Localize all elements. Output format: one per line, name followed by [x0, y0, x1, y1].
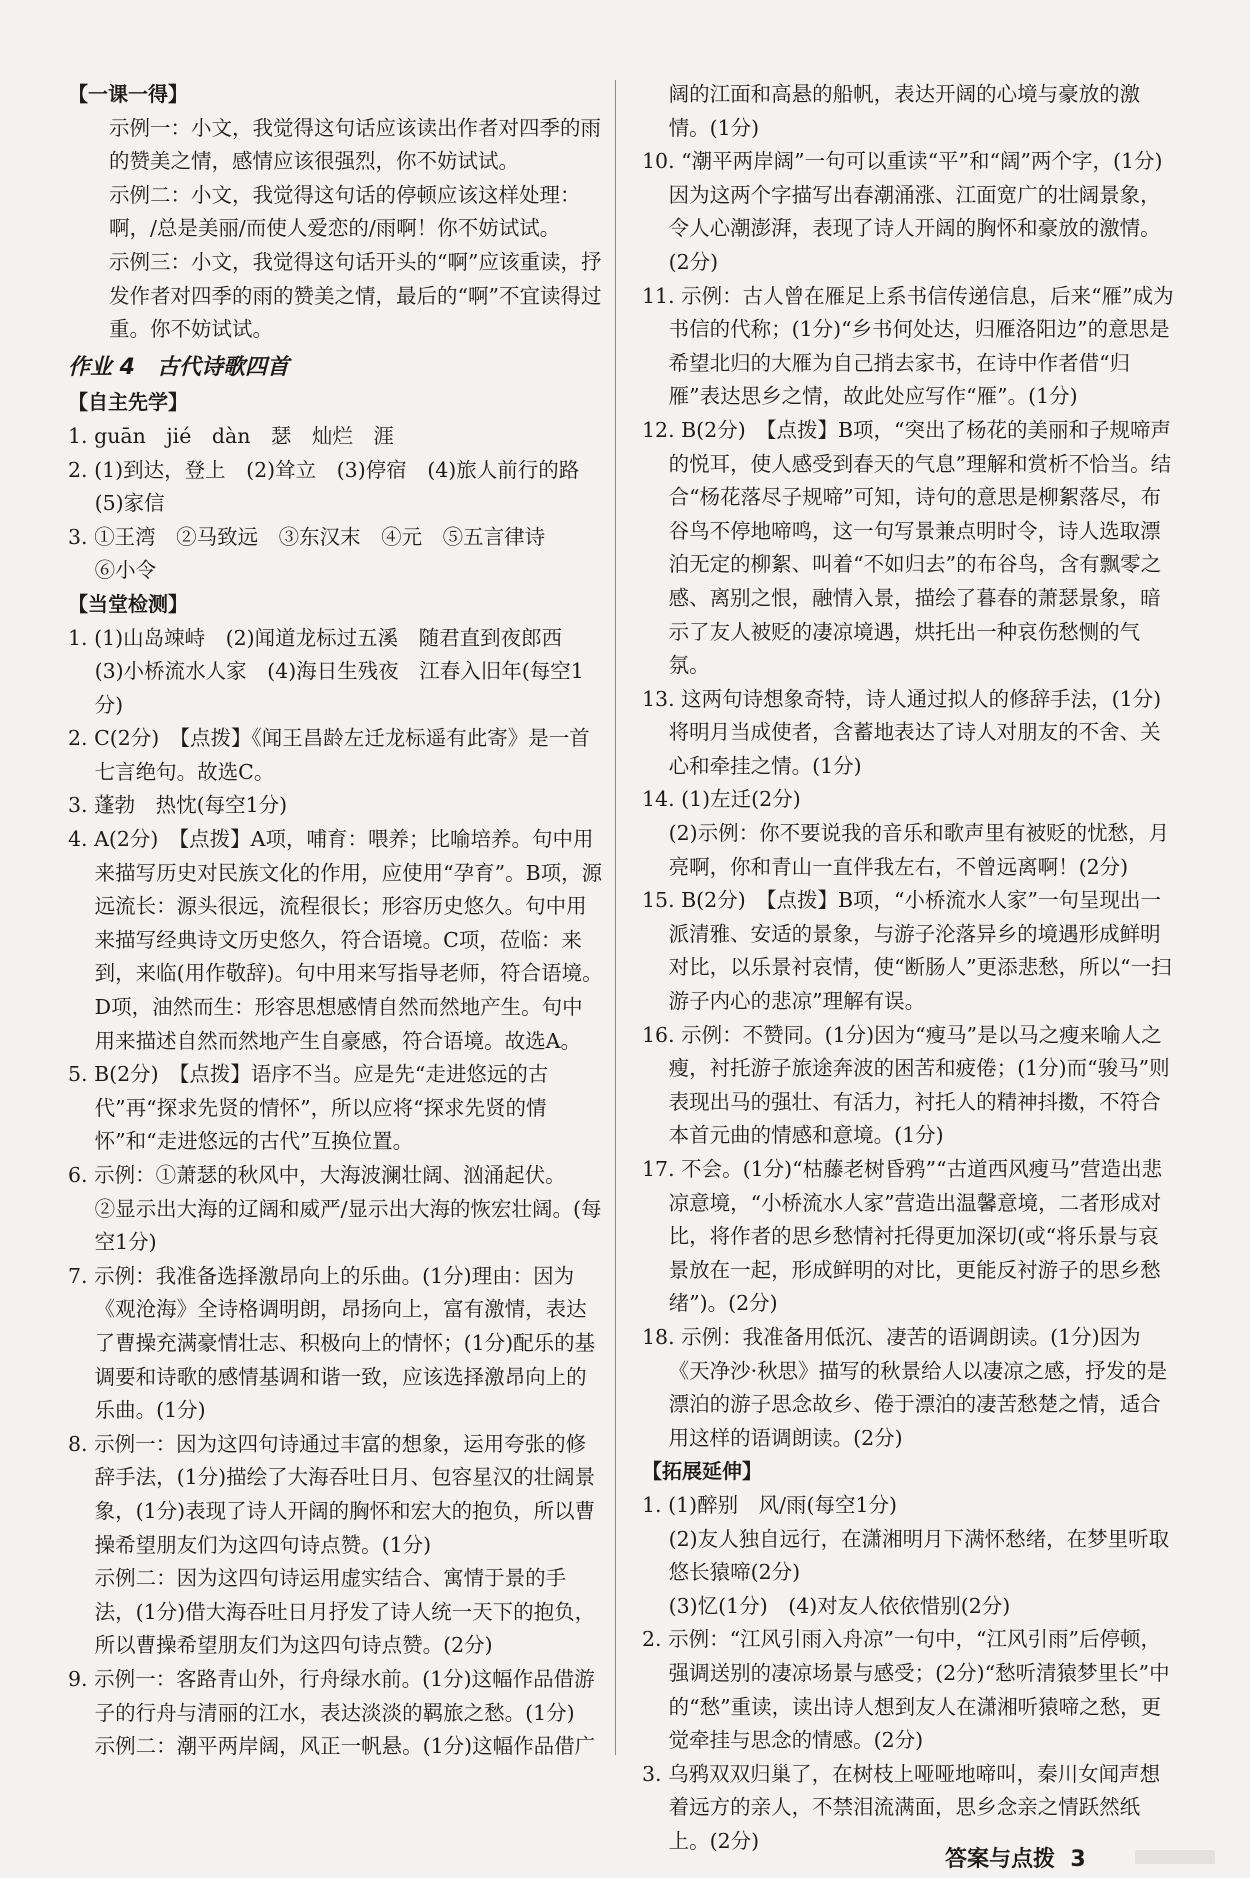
left-paragraph: 1. guān jié dàn 瑟 灿烂 涯: [68, 423, 394, 448]
left-paragraph: 2. (1)到达，登上 (2)耸立 (3)停宿 (4)旅人前行的路: [68, 457, 580, 482]
column-divider: [615, 80, 616, 1755]
left-column: [68, 78, 603, 1764]
left-paragraph: ⑥小令: [94, 558, 157, 583]
section-heading: 【一课一得】: [68, 82, 188, 106]
right-paragraph: 1. (1)醉别 风/雨(每空1分): [642, 1492, 898, 1517]
right-paragraph: (2)友人独自远行，在潇湘明月下满怀愁绪，在梦里听取悠长猿啼(2分): [668, 1526, 1170, 1585]
section-heading: 【当堂检测】: [68, 591, 188, 616]
left-paragraph: 9. 示例一：客路青山外，行舟绿水前。(1分)这幅作品借游子的行舟与清丽的江水，表达淡淡的羁旅之愁。(1分): [68, 1666, 595, 1725]
left-paragraph: 示例二：潮平两岸阔，风正一帆悬。(1分)这幅作品借广: [94, 1734, 596, 1759]
left-paragraph: 8. 示例一：因为这四句诗通过丰富的想象，运用夸张的修辞手法，(1分)描绘了大海吞吐日月、包容星汉的壮阔景象，(1分)表现了诗人开阔的胸怀和宏大的抱负，所以曹操希望朋友们为这四句诗点赞。(1分): [68, 1431, 596, 1557]
left-paragraph: 4. A(2分) 【点拨】A项，哺育：喂养；比喻培养。句中用来描写历史对民族文化的作用，应使用“孕育”。B项，源远流长：源头很远，流程很长；形容历史悠久。句中用来描写经典诗文历史悠久，符合语境。C项，莅临：来到，来临(用作敬辞)。句中用来写指导老师，符合语境。D项，油然而生：形容思想感情自然而然地产生。句中用来描述自然而然地产生自豪感，符合语境。故选A。: [68, 827, 603, 1053]
footer-label: 答案与点拨: [945, 1847, 1056, 1872]
left-paragraph: 3. ①王湾 ②马致远 ③东汉末 ④元 ⑤五言律诗: [68, 524, 546, 549]
right-paragraph: 阔的江面和高悬的船帆，表达开阔的心境与豪放的激情。(1分): [668, 82, 1141, 140]
left-paragraph: 示例一：小文，我觉得这句话应该读出作者对四季的雨的赞美之情，感情应该很强烈，你不妨试试。: [109, 115, 601, 174]
right-paragraph: (2)示例：你不要说我的音乐和歌声里有被贬的忧愁，月亮啊，你和青山一直伴我左右，不曾远离啊！(2分): [668, 821, 1170, 879]
left-paragraph: 3. 蓬勃 热忱(每空1分): [68, 793, 288, 818]
right-paragraph: 2. 示例：“江风引雨入舟凉”一句中，“江风引雨”后停顿，强调送别的凄凉场景与感受；(2分)“愁听清猿梦里长”中的“愁”重读，读出诗人想到友人在潇湘听猿啼之愁，更觉牵挂与思念的情感。(2分): [642, 1627, 1170, 1753]
left-paragraph: 示例三：小文，我觉得这句话开头的“啊”应该重读，抒发作者对四季的雨的赞美之情，最后的“啊”不宜读得过重。你不妨试试。: [109, 249, 602, 342]
left-paragraph: 7. 示例：我准备选择激昂向上的乐曲。(1分)理由：因为《观沧海》全诗格调明朗，昂扬向上，富有激情，表达了曹操充满豪情壮志、积极向上的情怀；(1分)配乐的基调要和诗歌的感情基调和谐一致，应该选择激昂向上的乐曲。(1分): [68, 1263, 596, 1423]
left-paragraph: 1. (1)山岛竦峙 (2)闻道龙标过五溪 随君直到夜郎西 (3)小桥流水人家 (4)海日生残夜 江春入旧年(每空1分): [68, 625, 584, 717]
right-paragraph: 11. 示例：古人曾在雁足上系书信传递信息，后来“雁”成为书信的代称；(1分)“乡书何处达，归雁洛阳边”的意思是希望北归的大雁为自己捎去家书，在诗中作者借“归雁”表达思乡之情，故此处应写作“雁”。(1分): [642, 283, 1174, 409]
section-heading: 【拓展延伸】: [642, 1459, 762, 1484]
section-heading: 【自主先学】: [68, 390, 188, 415]
right-paragraph: 16. 示例：不赞同。(1分)因为“瘦马”是以马之瘦来喻人之瘦，衬托游子旅途奔波的困苦和疲倦；(1分)而“骏马”则表现出马的强壮、有活力，衬托人的精神抖擞，不符合本首元曲的情感和意境。(1分): [642, 1022, 1170, 1148]
left-paragraph: 2. C(2分) 【点拨】《闻王昌龄左迁龙标遥有此寄》是一首七言绝句。故选C。: [68, 726, 590, 784]
right-paragraph: 3. 乌鸦双双归巢了，在树枝上哑哑地啼叫，秦川女闻声想着远方的亲人，不禁泪流满面，思乡念亲之情跃然纸上。(2分): [642, 1761, 1161, 1853]
right-paragraph: 18. 示例：我准备用低沉、凄苦的语调朗读。(1分)因为《天净沙·秋思》描写的秋景给人以凄凉之感，抒发的是漂泊的游子思念故乡、倦于漂泊的凄苦愁楚之情，适合用这样的语调朗读。(2分): [642, 1324, 1168, 1450]
right-paragraph: 13. 这两句诗想象奇特，诗人通过拟人的修辞手法，(1分)将明月当成使者，含蓄地表达了诗人对朋友的不舍、关心和牵挂之情。(1分): [642, 686, 1162, 778]
left-paragraph: 6. 示例：①萧瑟的秋风中，大海波澜壮阔、汹涌起伏。: [68, 1163, 566, 1187]
right-paragraph: (3)忆(1分) (4)对友人依依惜别(2分): [668, 1593, 1011, 1618]
right-paragraph: 15. B(2分) 【点拨】B项，“小桥流水人家”一句呈现出一派清雅、安适的景象，与游子沦落异乡的境遇形成鲜明对比，以乐景衬哀情，使“断肠人”更添悲愁，所以“一扫游子内心的悲凉”理解有误。: [642, 888, 1172, 1014]
right-column: [642, 78, 1177, 1858]
right-paragraph: 14. (1)左迁(2分): [642, 787, 801, 812]
right-paragraph: 10. “潮平两岸阔”一句可以重读“平”和“阔”两个字，(1分)因为这两个字描写出春潮涌涨、江面宽广的壮阔景象，令人心潮澎湃，表现了诗人开阔的胸怀和豪放的激情。(2分): [642, 149, 1163, 274]
footer-code-decoration: [1135, 1850, 1215, 1864]
left-paragraph: 示例二：因为这四句诗运用虚实结合、寓情于景的手法，(1分)借大海吞吐日月抒发了诗人统一天下的抱负，所以曹操希望朋友们为这四句诗点赞。(2分): [94, 1566, 596, 1658]
page-number: 3: [1070, 1847, 1086, 1872]
left-paragraph: ②显示出大海的辽阔和威严/显示出大海的恢宏壮阔。(每空1分): [94, 1196, 602, 1255]
right-paragraph: 12. B(2分) 【点拨】B项，“突出了杨花的美丽和子规啼声的悦耳，使人感受到春天的气息”理解和赏析不恰当。结合“杨花落尽子规啼”可知，诗句的意思是柳絮落尽，布谷鸟不停地啼鸣，这一句写景兼点明时令，诗人选取漂泊无定的柳絮、叫着“不如归去”的布谷鸟，含有飘零之感、离别之恨，融情入景，描绘了暮春的萧瑟景象，暗示了友人被贬的凄凉境遇，烘托出一种哀伤愁恻的气氛。: [642, 417, 1172, 678]
left-paragraph: 5. B(2分) 【点拨】语序不当。应是先“走进悠远的古代”再“探求先贤的情怀”，所以应将“探求先贤的情怀”和“走进悠远的古代”互换位置。: [68, 1062, 549, 1154]
right-paragraph: 17. 不会。(1分)“枯藤老树昏鸦”“古道西风瘦马”营造出悲凉意境，“小桥流水人家”营造出温馨意境，二者形成对比，将作者的思乡愁情衬托得更加深切(或“将乐景与哀景放在一起，形成鲜明的对比，更能反衬游子的思乡愁绪”)。(2分): [642, 1157, 1163, 1316]
page-footer: [945, 1842, 1086, 1873]
left-paragraph: (5)家信: [94, 491, 165, 516]
assignment-title: 作业 4 古代诗歌四首: [68, 354, 289, 380]
left-paragraph: 示例二：小文，我觉得这句话的停顿应该这样处理：啊，/总是美丽/而使人爱恋的/雨啊！你不妨试试。: [109, 182, 581, 241]
